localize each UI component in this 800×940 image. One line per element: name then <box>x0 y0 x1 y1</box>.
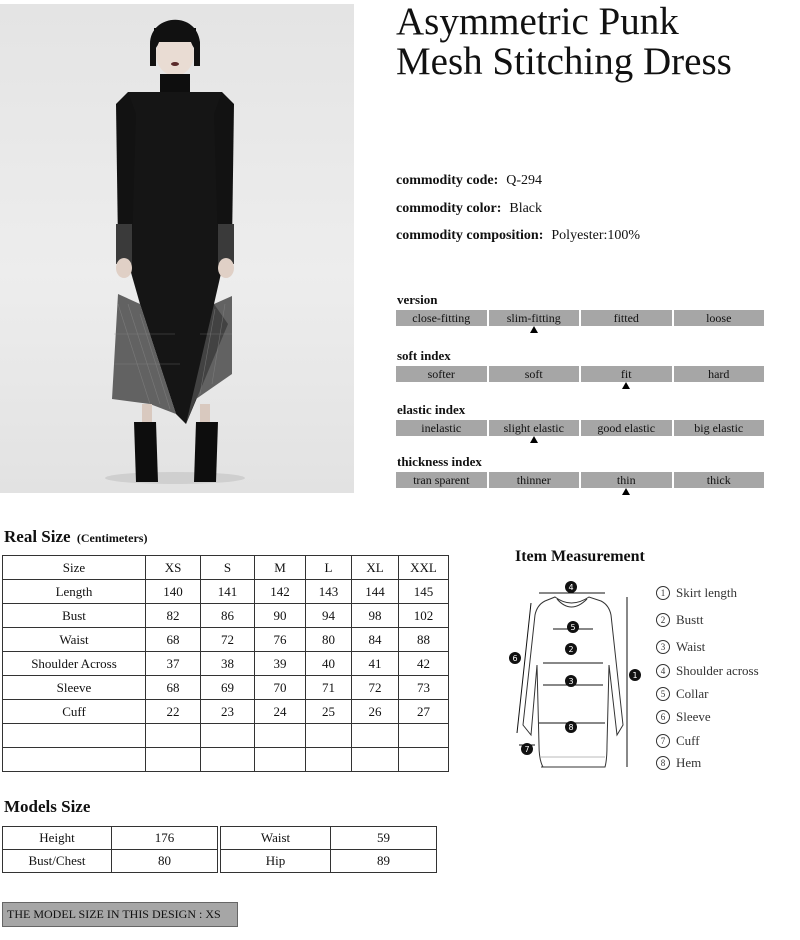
table-cell: 86 <box>201 604 255 628</box>
table-cell <box>352 724 399 748</box>
legend-item <box>656 585 737 601</box>
table-row <box>3 676 449 700</box>
legend-item <box>656 686 709 702</box>
version-option: loose <box>674 310 765 326</box>
item-measurement-title: Item Measurement <box>515 548 645 565</box>
legend-label: Sleeve <box>676 709 711 724</box>
bust-label: Bust/Chest <box>3 850 112 873</box>
table-cell <box>306 748 352 772</box>
product-title-line2: Mesh Stitching Dress <box>396 40 732 83</box>
models-size-table-left <box>2 826 218 873</box>
table-cell <box>146 724 201 748</box>
legend-item <box>656 663 759 679</box>
thickness-option: tran sparent <box>396 472 487 488</box>
thickness-option: thick <box>674 472 765 488</box>
table-cell: 141 <box>201 580 255 604</box>
real-size-title <box>4 527 147 547</box>
commodity-color-row <box>396 201 542 217</box>
legend-item <box>656 639 705 655</box>
hip-label: Hip <box>221 850 331 873</box>
soft-index-title: soft index <box>397 348 451 363</box>
table-cell: Sleeve <box>3 676 146 700</box>
table-row <box>3 700 449 724</box>
table-cell: 144 <box>352 580 399 604</box>
legend-number: 5 <box>656 687 670 701</box>
elastic-index-bar <box>396 420 764 436</box>
table-cell: 42 <box>399 652 449 676</box>
thickness-option: thinner <box>489 472 580 488</box>
commodity-composition-value: Polyester:100% <box>551 228 641 243</box>
legend-label: Cuff <box>676 733 700 748</box>
table-cell: 38 <box>201 652 255 676</box>
real-size-unit: (Centimeters) <box>76 531 148 545</box>
table-cell: 40 <box>306 652 352 676</box>
table-cell <box>201 724 255 748</box>
elastic-option: good elastic <box>581 420 672 436</box>
size-table-header <box>3 556 449 580</box>
soft-option: soft <box>489 366 580 382</box>
height-label: Height <box>3 827 112 850</box>
table-cell: 41 <box>352 652 399 676</box>
table-cell: 72 <box>352 676 399 700</box>
soft-index-bar <box>396 366 764 382</box>
waist-value: 59 <box>331 827 437 850</box>
table-cell: 98 <box>352 604 399 628</box>
table-cell: 88 <box>399 628 449 652</box>
models-size-table-right <box>220 826 437 873</box>
table-cell <box>146 748 201 772</box>
legend-number: 7 <box>656 734 670 748</box>
legend-label: Waist <box>676 639 706 654</box>
thickness-option: thin <box>581 472 672 488</box>
table-cell: 68 <box>146 676 201 700</box>
table-cell: 70 <box>255 676 306 700</box>
table-cell: 25 <box>306 700 352 724</box>
table-cell: 82 <box>146 604 201 628</box>
table-cell: Length <box>3 580 146 604</box>
legend-item <box>656 733 700 749</box>
legend-item <box>656 612 703 628</box>
bust-value: 80 <box>112 850 218 873</box>
legend-number: 4 <box>656 664 670 678</box>
legend-number: 2 <box>656 613 670 627</box>
svg-text:5: 5 <box>570 623 576 632</box>
table-cell <box>3 724 146 748</box>
table-cell: 23 <box>201 700 255 724</box>
table-cell: 94 <box>306 604 352 628</box>
table-cell: 145 <box>399 580 449 604</box>
elastic-option: slight elastic <box>489 420 580 436</box>
legend-number: 3 <box>656 640 670 654</box>
waist-label: Waist <box>221 827 331 850</box>
table-cell: Shoulder Across <box>3 652 146 676</box>
legend-label: Collar <box>676 686 709 701</box>
legend-label: Shoulder across <box>676 663 759 678</box>
version-index-bar <box>396 310 764 326</box>
version-option: fitted <box>581 310 672 326</box>
version-index-title: version <box>397 292 438 307</box>
table-row-empty <box>3 748 449 772</box>
elastic-index-title: elastic index <box>397 402 466 417</box>
table-cell: 102 <box>399 604 449 628</box>
svg-text:4: 4 <box>568 583 574 592</box>
table-row <box>3 580 449 604</box>
soft-marker <box>622 382 630 389</box>
legend-number: 6 <box>656 710 670 724</box>
table-cell: 24 <box>255 700 306 724</box>
height-value: 176 <box>112 827 218 850</box>
product-photo <box>0 4 354 493</box>
version-option: close-fitting <box>396 310 487 326</box>
thickness-marker <box>622 488 630 495</box>
table-cell: 142 <box>255 580 306 604</box>
table-row <box>3 827 218 850</box>
size-header-cell: S <box>201 556 255 580</box>
table-cell: 140 <box>146 580 201 604</box>
size-header-cell: XL <box>352 556 399 580</box>
table-cell: 143 <box>306 580 352 604</box>
table-cell: 72 <box>201 628 255 652</box>
thickness-index-title: thickness index <box>397 454 482 469</box>
table-row-empty <box>3 724 449 748</box>
table-cell <box>306 724 352 748</box>
version-option: slim-fitting <box>489 310 580 326</box>
table-cell: 84 <box>352 628 399 652</box>
commodity-composition-label: commodity composition: <box>396 228 544 243</box>
table-row <box>221 850 437 873</box>
svg-text:3: 3 <box>568 677 574 686</box>
model-figure <box>0 4 354 493</box>
table-cell <box>3 748 146 772</box>
table-cell: 71 <box>306 676 352 700</box>
table-cell: 68 <box>146 628 201 652</box>
real-size-heading: Real Size <box>4 527 71 546</box>
commodity-composition-row <box>396 228 640 244</box>
table-row <box>221 827 437 850</box>
table-cell <box>352 748 399 772</box>
size-table <box>2 555 449 772</box>
legend-label: Bustt <box>676 612 704 627</box>
table-cell: 39 <box>255 652 306 676</box>
table-cell: 37 <box>146 652 201 676</box>
version-marker <box>530 326 538 333</box>
size-header-cell: XXL <box>399 556 449 580</box>
table-row <box>3 628 449 652</box>
table-row <box>3 652 449 676</box>
table-cell: 90 <box>255 604 306 628</box>
svg-text:1: 1 <box>632 671 638 680</box>
product-title-line1: Asymmetric Punk <box>396 0 679 43</box>
elastic-option: big elastic <box>674 420 765 436</box>
table-cell: Waist <box>3 628 146 652</box>
table-row <box>3 850 218 873</box>
measurement-diagram <box>505 575 645 775</box>
soft-option: softer <box>396 366 487 382</box>
svg-text:2: 2 <box>568 645 574 654</box>
table-row <box>3 604 449 628</box>
table-cell: 27 <box>399 700 449 724</box>
soft-option: hard <box>674 366 765 382</box>
table-cell: 26 <box>352 700 399 724</box>
elastic-option: inelastic <box>396 420 487 436</box>
size-header-cell: Size <box>3 556 146 580</box>
svg-text:8: 8 <box>568 723 574 732</box>
table-cell <box>201 748 255 772</box>
model-size-note: THE MODEL SIZE IN THIS DESIGN : XS <box>2 902 238 927</box>
table-cell: 76 <box>255 628 306 652</box>
legend-number: 8 <box>656 756 670 770</box>
legend-label: Hem <box>676 755 702 770</box>
table-cell: 80 <box>306 628 352 652</box>
table-cell: 73 <box>399 676 449 700</box>
hip-value: 89 <box>331 850 437 873</box>
legend-item <box>656 709 711 725</box>
table-cell <box>255 724 306 748</box>
table-cell <box>255 748 306 772</box>
legend-item <box>656 755 701 771</box>
commodity-code-row <box>396 173 542 189</box>
size-header-cell: M <box>255 556 306 580</box>
elastic-marker <box>530 436 538 443</box>
product-title <box>396 2 796 82</box>
soft-option: fit <box>581 366 672 382</box>
table-cell: Cuff <box>3 700 146 724</box>
legend-label: Skirt length <box>676 585 738 600</box>
models-size-title: Models Size <box>4 797 91 816</box>
table-cell: 22 <box>146 700 201 724</box>
legend-number: 1 <box>656 586 670 600</box>
size-header-cell: L <box>306 556 352 580</box>
commodity-color-value: Black <box>509 201 543 216</box>
svg-text:6: 6 <box>512 654 518 663</box>
table-cell: Bust <box>3 604 146 628</box>
size-header-cell: XS <box>146 556 201 580</box>
table-cell <box>399 724 449 748</box>
thickness-index-bar <box>396 472 764 488</box>
table-cell: 69 <box>201 676 255 700</box>
commodity-color-label: commodity color: <box>396 201 502 216</box>
commodity-code-label: commodity code: <box>396 173 499 188</box>
svg-text:7: 7 <box>524 745 530 754</box>
table-cell <box>399 748 449 772</box>
commodity-code-value: Q-294 <box>506 173 543 188</box>
